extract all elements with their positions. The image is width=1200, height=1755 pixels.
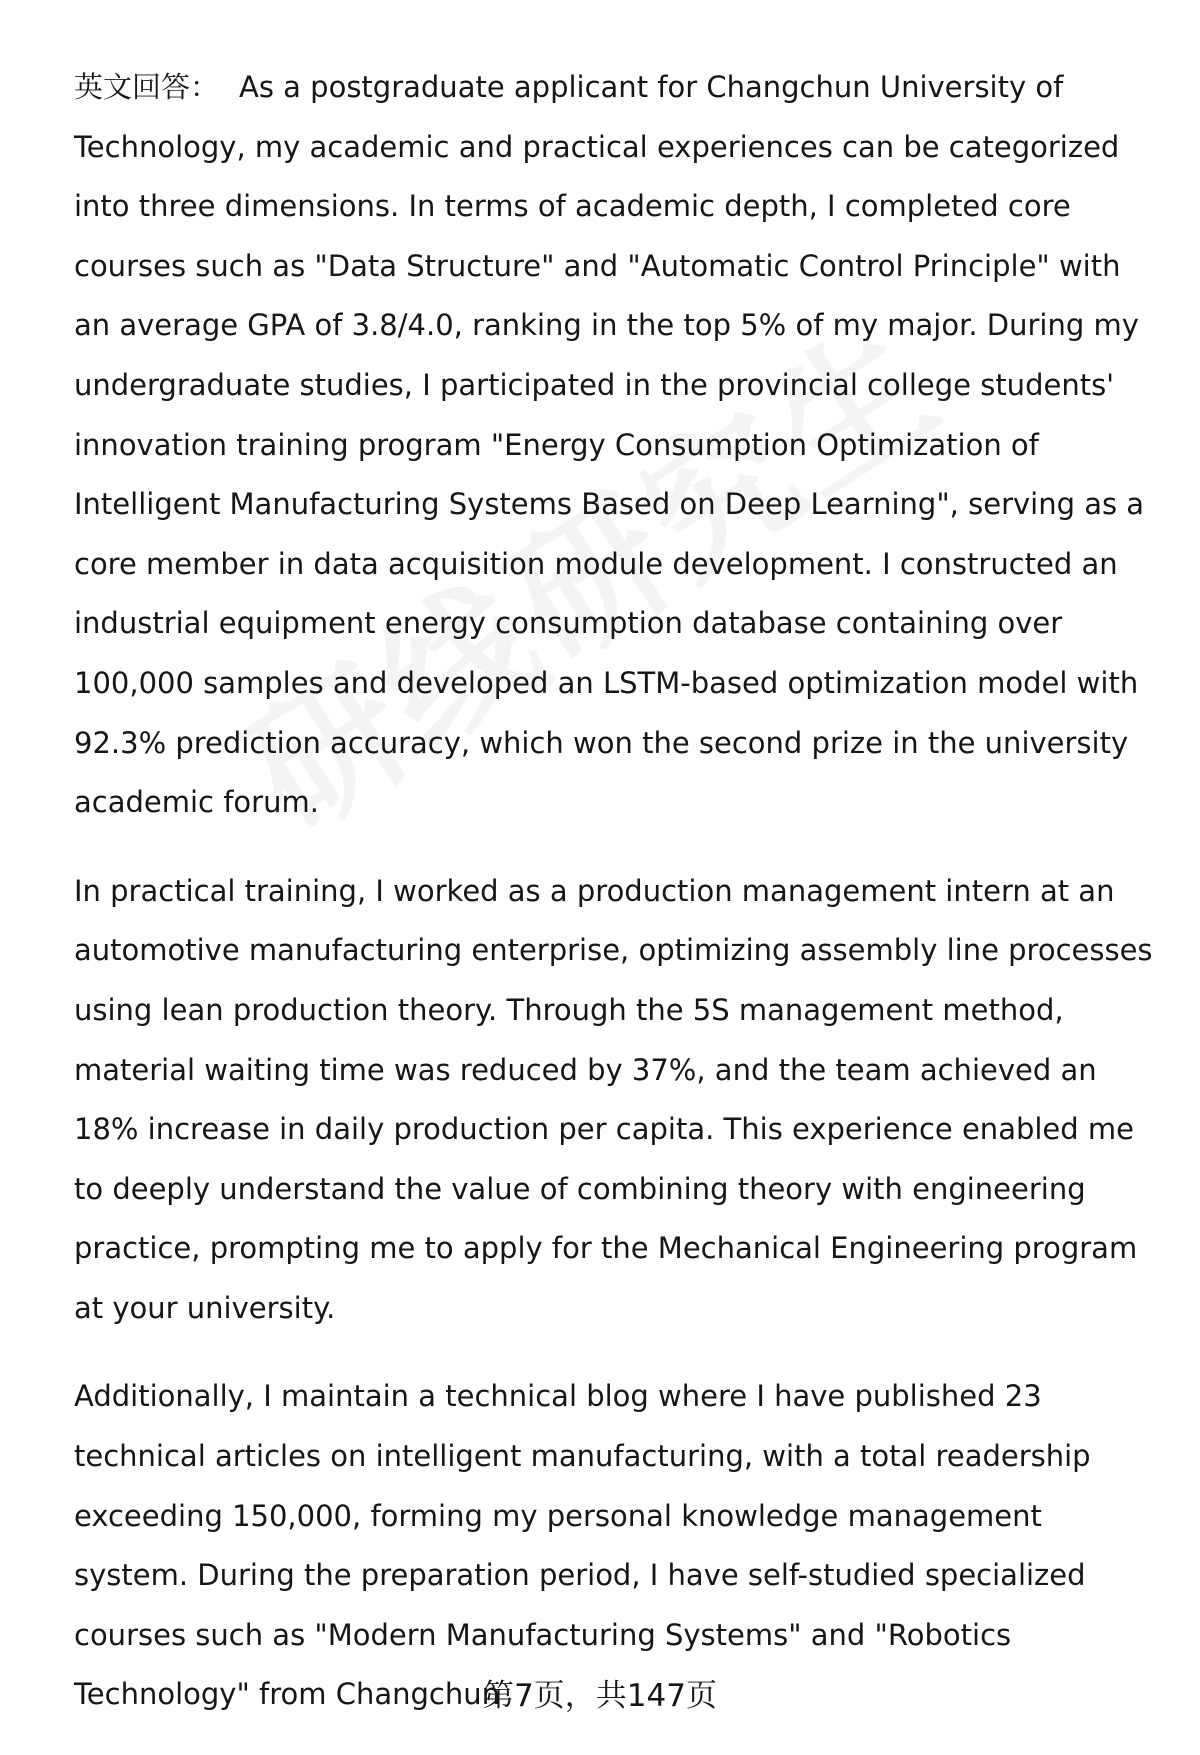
paragraph-3: Additionally, I maintain a technical blog where I have published 23 technical articles on intelligent manufacturing, with a total readership exceeding 150,000, forming my personal knowledge management system. During the preparation period, I have self-studied specialized courses such as "Modern Manufacturing Systems" and "Robotics Technology" from Changchun [74, 1379, 1091, 1712]
answer-label: 英文回答： [74, 70, 220, 104]
paragraph-1 [74, 58, 1164, 833]
page-number-footer: 第7页，共147页 [483, 1678, 717, 1714]
paragraph-2: In practical training, I worked as a production management intern at an automotive manufacturing enterprise, optimizing assembly line processes using lean production theory. Through the 5S management method, material waiting time was reduced by 37%, and the team achieved an 18% increase in daily production per capita. This experience enabled me to deeply understand the value of combining theory with engineering practice, prompting me to apply for the Mechanical Engineering program at your university. [74, 873, 1153, 1325]
document-body [74, 58, 1164, 1754]
paragraph-1-text: As a postgraduate applicant for Changchun University of Technology, my academic and practical experiences can be categorized into three dimensions. In terms of academic depth, I completed core courses such as "Data Structure" and "Automatic Control Principle" with an average GPA of 3.8/4.0, ranking in the top 5% of my major. During my undergraduate studies, I participated in the provincial college students' innovation training program "Energy Consumption Optimization of Intelligent Manufacturing Systems Based on Deep Learning", serving as a core member in data acquisition module development. I constructed an industrial equipment energy consumption database containing over 100,000 samples and developed an LSTM-based optimization model with 92.3% prediction accuracy, which won the second prize in the university academic forum. [74, 70, 1145, 820]
